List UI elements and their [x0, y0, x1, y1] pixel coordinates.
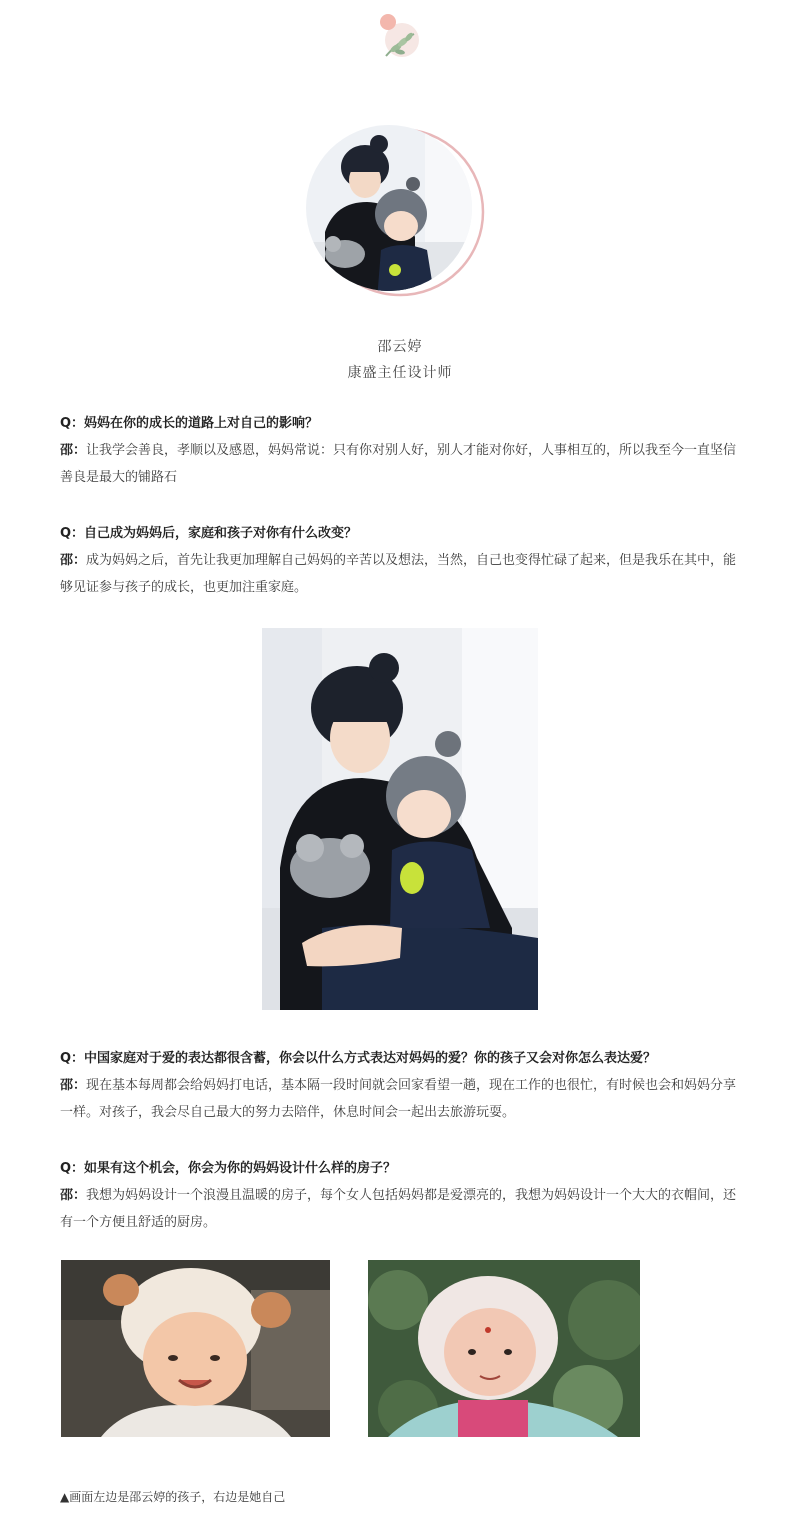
answer-text [60, 437, 745, 491]
question-text: Q：自己成为妈妈后，家庭和孩子对你有什么改变？ [60, 526, 358, 541]
answer-prefix: 邵： [60, 443, 87, 458]
photo-caption: ▲画面左边是邵云婷的孩子，右边是她自己 [60, 1490, 286, 1504]
mother-baby-photo [262, 628, 538, 1010]
answer-body: 我想为妈妈设计一个浪漫且温暖的房子，每个女人包括妈妈都是爱漂亮的，我想为妈妈设计一个大大的衣帽间，还有一个方便且舒适的厨房。 [60, 1188, 737, 1230]
flower-leaf-logo [376, 12, 422, 60]
answer-body: 现在基本每周都会给妈妈打电话，基本隔一段时间就会回家看望一趟，现在工作的也很忙，有时候也会和妈妈分享一样。对孩子，我会尽自己最大的努力去陪伴，休息时间会一起出去旅游玩耍。 [60, 1078, 737, 1120]
answer-body: 成为妈妈之后，首先让我更加理解自己妈妈的辛苦以及想法，当然，自己也变得忙碌了起来，但是我乐在其中，能够见证参与孩子的成长，也更加注重家庭。 [60, 553, 737, 595]
answer-body: 让我学会善良，孝顺以及感恩，妈妈常说：只有你对别人好，别人才能对你好，人事相互的，所以我至今一直坚信善良是最大的铺路石 [60, 443, 737, 485]
profile-name: 邵云婷 [377, 339, 423, 355]
qa-block-2 [60, 520, 745, 601]
answer-text [60, 1072, 745, 1126]
qa-block-4 [60, 1155, 745, 1236]
answer-prefix: 邵： [60, 1188, 87, 1203]
answer-text [60, 1182, 745, 1236]
answer-prefix: 邵： [60, 553, 87, 568]
question-text: Q：妈妈在你的成长的道路上对自己的影响？ [60, 416, 319, 431]
childhood-photo [368, 1260, 640, 1437]
answer-prefix: 邵： [60, 1078, 87, 1093]
profile-title: 康盛主任设计师 [347, 365, 453, 381]
answer-text [60, 547, 745, 601]
question-text: Q：如果有这个机会，你会为你的妈妈设计什么样的房子？ [60, 1161, 397, 1176]
qa-block-3 [60, 1045, 745, 1126]
question-text: Q：中国家庭对于爱的表达都很含蓄，你会以什么方式表达对妈妈的爱？你的孩子又会对你怎么表达爱？ [60, 1051, 657, 1066]
profile-avatar [305, 122, 487, 300]
child-photo [61, 1260, 330, 1437]
qa-block-1 [60, 410, 745, 491]
